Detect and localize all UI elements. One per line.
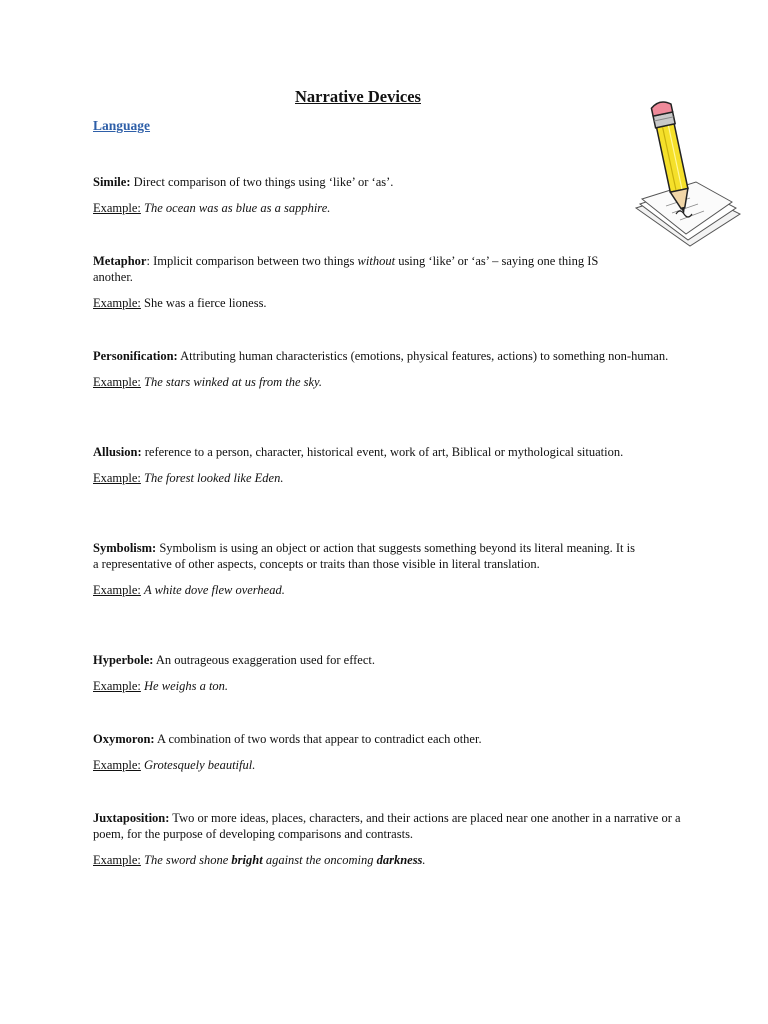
definition-text: Attributing human characteristics (emotions, physical features, actions) to something non-human. — [177, 349, 669, 363]
example-text: Grotesquely beautiful. — [144, 758, 256, 772]
definition — [93, 652, 683, 668]
example-bold-word: darkness — [376, 853, 423, 867]
document-title: Narrative Devices — [295, 87, 421, 106]
example-label: Example: — [93, 583, 141, 597]
definition-text: reference to a person, character, historical event, work of art, Biblical or mythological situation. — [141, 445, 624, 459]
entry-hyperbole — [93, 652, 683, 694]
term: Personification: — [93, 349, 178, 363]
example-text: He weighs a ton. — [144, 679, 229, 693]
example-label: Example: — [93, 471, 141, 485]
example — [93, 374, 683, 390]
term: Metaphor — [93, 254, 147, 268]
term: Simile: — [93, 175, 131, 189]
example — [93, 200, 683, 216]
definition — [93, 810, 683, 842]
entry-allusion — [93, 444, 653, 486]
definition-emphasis: without — [357, 254, 396, 268]
example-label: Example: — [93, 679, 141, 693]
example-text: She was a fierce lioness. — [144, 296, 267, 310]
example-text-part: against the oncoming — [262, 853, 377, 867]
definition — [93, 540, 643, 572]
term: Symbolism: — [93, 541, 157, 555]
section-heading-language: Language — [93, 118, 151, 133]
example — [93, 852, 683, 868]
definition-text: : Implicit comparison between two things — [146, 254, 358, 268]
example-text: A white dove flew overhead. — [144, 583, 285, 597]
example — [93, 295, 623, 311]
example-label: Example: — [93, 201, 141, 215]
term: Allusion: — [93, 445, 142, 459]
example-label: Example: — [93, 296, 141, 310]
definition-text: Two or more ideas, places, characters, and their actions are placed near one another in a narrative or a poem, for the purpose of developing comparisons and contrasts. — [93, 811, 681, 841]
example-text: The stars winked at us from the sky. — [144, 375, 323, 389]
example — [93, 757, 683, 773]
definition — [93, 174, 683, 190]
entry-metaphor — [93, 253, 623, 311]
definition-text: An outrageous exaggeration used for effect. — [153, 653, 375, 667]
entry-simile — [93, 174, 683, 216]
term: Juxtaposition: — [93, 811, 170, 825]
example-text — [144, 853, 426, 867]
example-label: Example: — [93, 853, 141, 867]
definition-text: Direct comparison of two things using ‘like’ or ‘as’. — [130, 175, 394, 189]
definition-text: Symbolism is using an object or action that suggests something beyond its literal meaning. It is a representative of other aspects, concepts or traits than those visible in literal translation. — [93, 541, 635, 571]
example-text: The ocean was as blue as a sapphire. — [144, 201, 331, 215]
definition-text: A combination of two words that appear to contradict each other. — [154, 732, 482, 746]
example — [93, 582, 643, 598]
example-text-part: The sword shone — [144, 853, 232, 867]
entry-oxymoron — [93, 731, 683, 773]
example — [93, 470, 653, 486]
example-text: The forest looked like Eden. — [144, 471, 284, 485]
term: Hyperbole: — [93, 653, 154, 667]
definition — [93, 253, 623, 285]
example-text-part: . — [422, 853, 426, 867]
example-bold-word: bright — [231, 853, 263, 867]
definition — [93, 444, 653, 460]
term: Oxymoron: — [93, 732, 155, 746]
definition-text-continued: using ‘like’ or ‘as’ – saying one thing IS another. — [93, 254, 599, 284]
example-label: Example: — [93, 758, 141, 772]
example — [93, 678, 683, 694]
example-label: Example: — [93, 375, 141, 389]
definition — [93, 731, 683, 747]
entry-juxtaposition — [93, 810, 683, 868]
entry-symbolism — [93, 540, 643, 598]
definition — [93, 348, 683, 364]
entry-personification — [93, 348, 683, 390]
